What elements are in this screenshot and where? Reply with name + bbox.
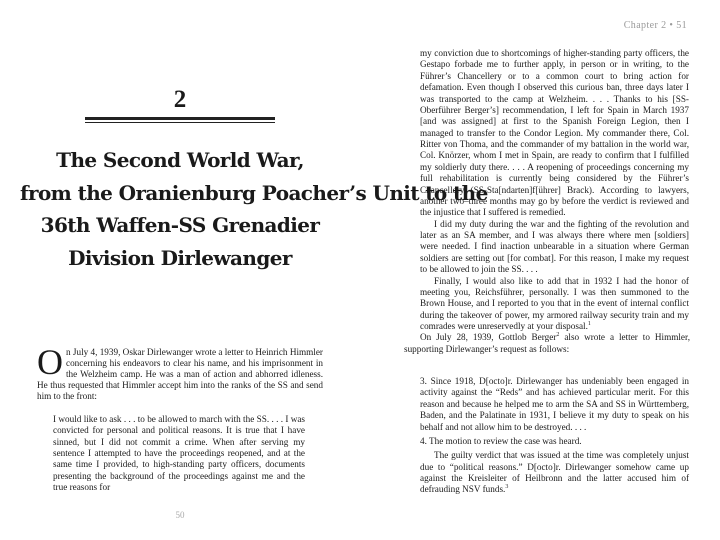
right-page xyxy=(360,0,720,540)
block-quote: I would like to ask . . . to be allowed to march with the SS. . . . I was convicted for personal and political reasons. It is true that I have sinned, but I did not commit a crime. When after serving my sentence I attempted to have the proceedings reopened, and at the same time I provided, to high-standing party officers, documents presenting the background of the proceedings against me and the true reasons for xyxy=(53,414,305,493)
quote-paragraph: 3. Since 1918, D[octo]r. Dirlewanger has undeniably been engaged in activity against the “Reds” and has achieved particular merit. For this reason and because he helped me to arm the SA and SS in Württemberg, Baden, and the Palatinate in 1931, I believe it my duty to speak on his behalf and not allow him to be destroyed. . . . xyxy=(420,376,689,432)
block-quote-continued xyxy=(420,48,689,332)
chapter-title-line: Division Dirlewanger xyxy=(68,245,292,270)
footnote-ref: 2 xyxy=(556,331,560,338)
quote-paragraph: 4. The motion to review the case was heard. xyxy=(420,435,582,446)
quote-paragraph: my conviction due to shortcomings of higher-standing party officers, the Gestapo forbade me to further apply, in person or in writing, to the Führer’s Chancellery or to a common court to bring action for defamation. Even though I observed this curious ban, three days later I was transported to the camp at Welzheim. . . . Thanks to his [SS-Oberführer Berger’s] recommendation, I left for Spain in March 1937 [and was assigned] at first to the Spanish Foreign Legion, then I managed to transfer to the Condor Legion. My commander there, Col. Ritter von Thoma, and the commander of my battalion in the world war, Col. Knörzer, whom I met in Spain, are ready to confirm that I fulfilled my soldierly duty there. . . . A reopening of proceedings concerning my full rehabilitation is currently being considered by the Führer’s Chancellery (SS-Sta[ndarten]f[ührer] Brack). According to lawyers, another two–three months may go by before the verdict is reviewed and the injustice that I suffered is remedied. xyxy=(420,48,689,218)
running-head: Chapter 2 • 51 xyxy=(623,20,687,31)
page-number: 50 xyxy=(175,510,185,520)
drop-cap: O xyxy=(37,342,63,382)
chapter-title-line: The Second World War, xyxy=(56,148,304,172)
chapter-rule-thick xyxy=(85,117,275,120)
intro-paragraph xyxy=(37,342,323,402)
chapter-number: 2 xyxy=(173,86,187,113)
chapter-rule-thin xyxy=(85,122,275,123)
quote-paragraph xyxy=(420,450,689,496)
body-text-b: also wrote a letter to Himmler, supporting Dirlewanger’s request as follows: xyxy=(404,332,690,354)
quote-paragraph: I did my duty during the war and the fighting of the revolution and later as an SA member, and I was always there where men [soldiers] were needed. I find inaction unbearable in a situation where German soldiers are setting out [for combat]. For this reason, I make my request to be allowed to join the SS. . . . xyxy=(420,218,689,275)
footnote-ref: 1 xyxy=(587,320,591,327)
chapter-title-line: from the Oranienburg Poacher’s Unit to the xyxy=(20,180,488,205)
body-text-a: On July 28, 1939, Gottlob Berger xyxy=(420,332,557,342)
body-paragraph xyxy=(404,332,690,355)
quote-text: Finally, I would also like to add that in 1932 I had the honor of meeting you, Reichsführer, personally. I was then summoned to the Brown House, and I reported to you that in the event of internal conflict during the takeover of power, my armored railway security train and my comrades were unreservedly at your disposal. xyxy=(420,275,689,331)
quote-paragraph xyxy=(420,276,689,333)
body-text xyxy=(404,332,690,355)
chapter-title xyxy=(20,144,488,274)
footnote-ref: 3 xyxy=(505,484,509,491)
chapter-title-line: 36th Waffen-SS Grenadier xyxy=(40,213,320,237)
quote-text: The guilty verdict that was issued at the time was completely unjust due to “political reasons.” D[octo]r. Dirlewanger somehow came up against the Kreisleiter of Heilbronn and the latter accused him of defrauding NSV funds. xyxy=(420,450,689,495)
block-quote-2 xyxy=(420,376,689,496)
intro-text: n July 4, 1939, Oskar Dirlewanger wrote a letter to Heinrich Himmler concerning his endeavors to clear his name, and his imprisonment in the Welzheim camp. He was a man of action and abhorred idleness. He thus requested that Himmler accept him into the ranks of the SS and send him to the front: xyxy=(37,347,323,401)
